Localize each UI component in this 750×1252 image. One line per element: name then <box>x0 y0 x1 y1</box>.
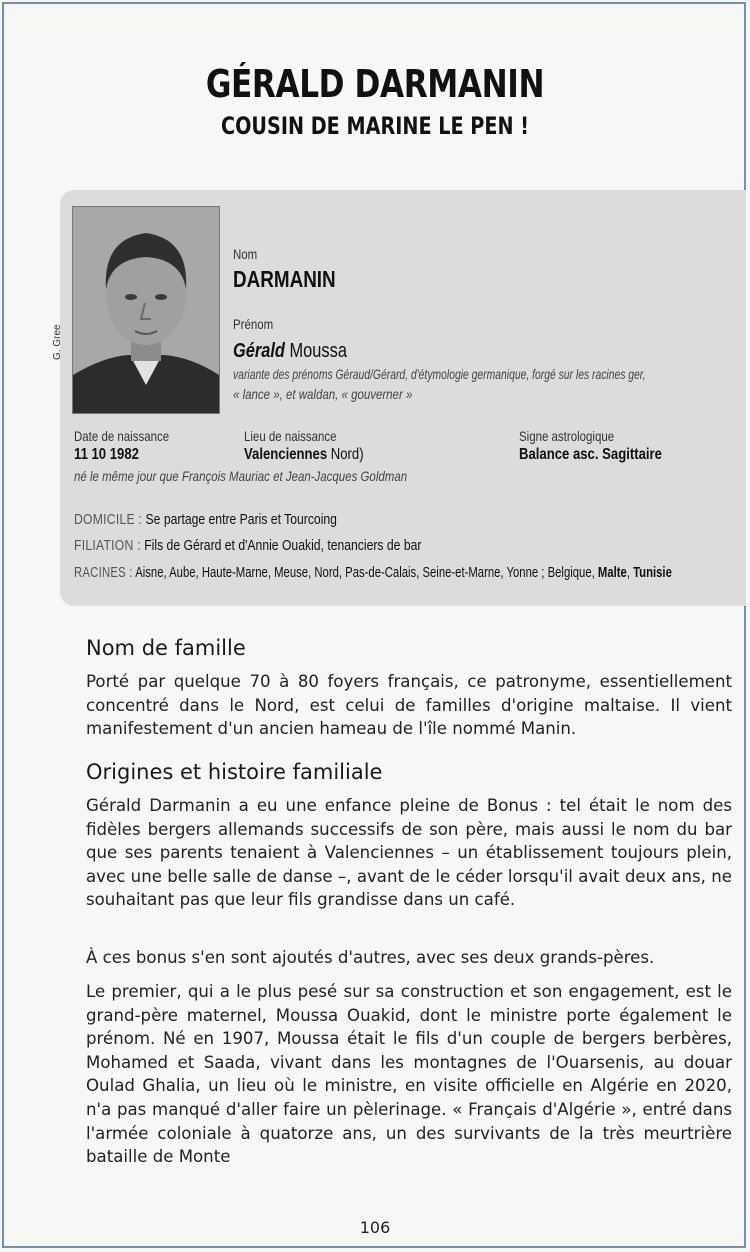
portrait-photo <box>72 206 220 414</box>
signe-value: Balance asc. Sagittaire <box>519 446 662 463</box>
paragraph-origines-2: À ces bonus s'en sont ajoutés d'autres, avec ses deux grands-pères. <box>86 948 655 967</box>
prenom-note-1: variante des prénoms Géraud/Gérard, d'étymologie germanique, forgé sur les racines ger, <box>233 366 646 382</box>
racines-value: Aisne, Aube, Haute-Marne, Meuse, Nord, Pas-de-Calais, Seine-et-Marne, Yonne ; Belgique, <box>132 565 598 581</box>
racines-tunisie: Tunisie <box>633 565 672 581</box>
section-heading-nom-de-famille: Nom de famille <box>86 636 246 660</box>
page-subtitle: COUSIN DE MARINE LE PEN ! <box>221 112 529 140</box>
prenom-value <box>233 340 347 363</box>
filiation-value: Fils de Gérard et d'Annie Ouakid, tenanciers de bar <box>140 538 422 554</box>
paragraph-nom-de-famille: Porté par quelque 70 à 80 foyers français, ce patronyme, essentiellement concentré dans le Nord, est celui de familles d'origine maltaise. Il vient manifestement d'un ancien hameau de l'île nommé Manin. <box>86 672 732 739</box>
lieu-label: Lieu de naissance <box>244 428 337 444</box>
lieu-value <box>244 446 364 464</box>
naissance-note: né le même jour que François Mauriac et Jean-Jacques Goldman <box>74 468 408 484</box>
lieu-city: Valenciennes <box>244 446 328 463</box>
signe-label: Signe astrologique <box>519 428 615 444</box>
lieu-suffix: Nord) <box>327 446 364 463</box>
nom-label: Nom <box>233 246 258 262</box>
filiation-row <box>74 538 421 554</box>
section-heading-origines: Origines et histoire familiale <box>86 760 383 784</box>
racines-row <box>74 565 672 581</box>
domicile-key: DOMICILE : <box>74 512 143 528</box>
filiation-key: FILIATION : <box>74 538 141 554</box>
racines-key: RACINES : <box>74 565 133 581</box>
domicile-value: Se partage entre Paris et Tourcoing <box>142 512 337 528</box>
prenom-second: Moussa <box>284 340 347 362</box>
racines-malte: Malte <box>597 565 627 581</box>
photo-credit: G. Gree <box>52 324 63 360</box>
page-number: 106 <box>359 1218 391 1237</box>
paragraph-origines-3: Le premier, qui a le plus pesé sur sa construction et son engagement, est le grand-père maternel, Moussa Ouakid, dont le ministre porte également le prénom. Né en 1907, Moussa était le fils d'un couple de bergers berbères, Mohamed et Saada, vivant dans les montagnes de l'Ouarsenis, au douar Oulad Ghalia, un lieu où le ministre, en visite officielle en Algérie en 2020, n'a pas manqué d'aller faire un pèlerinage. « Français d'Algérie », entré dans l'armée coloniale à quatorze ans, un des survivants de la très meurtrière bataille de Monte <box>86 982 732 1167</box>
domicile-row <box>74 512 337 528</box>
nom-value: DARMANIN <box>233 266 336 292</box>
naissance-value: 11 10 1982 <box>74 446 139 463</box>
prenom-first: Gérald <box>233 340 285 362</box>
racines-sep: , <box>626 565 634 581</box>
paragraph-origines-1: Gérald Darmanin a eu une enfance pleine de Bonus : tel était le nom des fidèles bergers allemands successifs de son père, mais aussi le nom du bar que ses parents tenaient à Valenciennes – un établissement toujours plein, avec une belle salle de danse –, avant de le céder lorsqu'il avait deux ans, ne souhaitant pas que leur fils grandisse dans un café. <box>86 796 732 910</box>
prenom-label: Prénom <box>233 316 274 332</box>
portrait-image <box>73 207 219 413</box>
naissance-label: Date de naissance <box>74 428 170 444</box>
prenom-note-2: « lance », et waldan, « gouverner » <box>233 386 413 402</box>
page-title: GÉRALD DARMANIN <box>205 62 545 106</box>
